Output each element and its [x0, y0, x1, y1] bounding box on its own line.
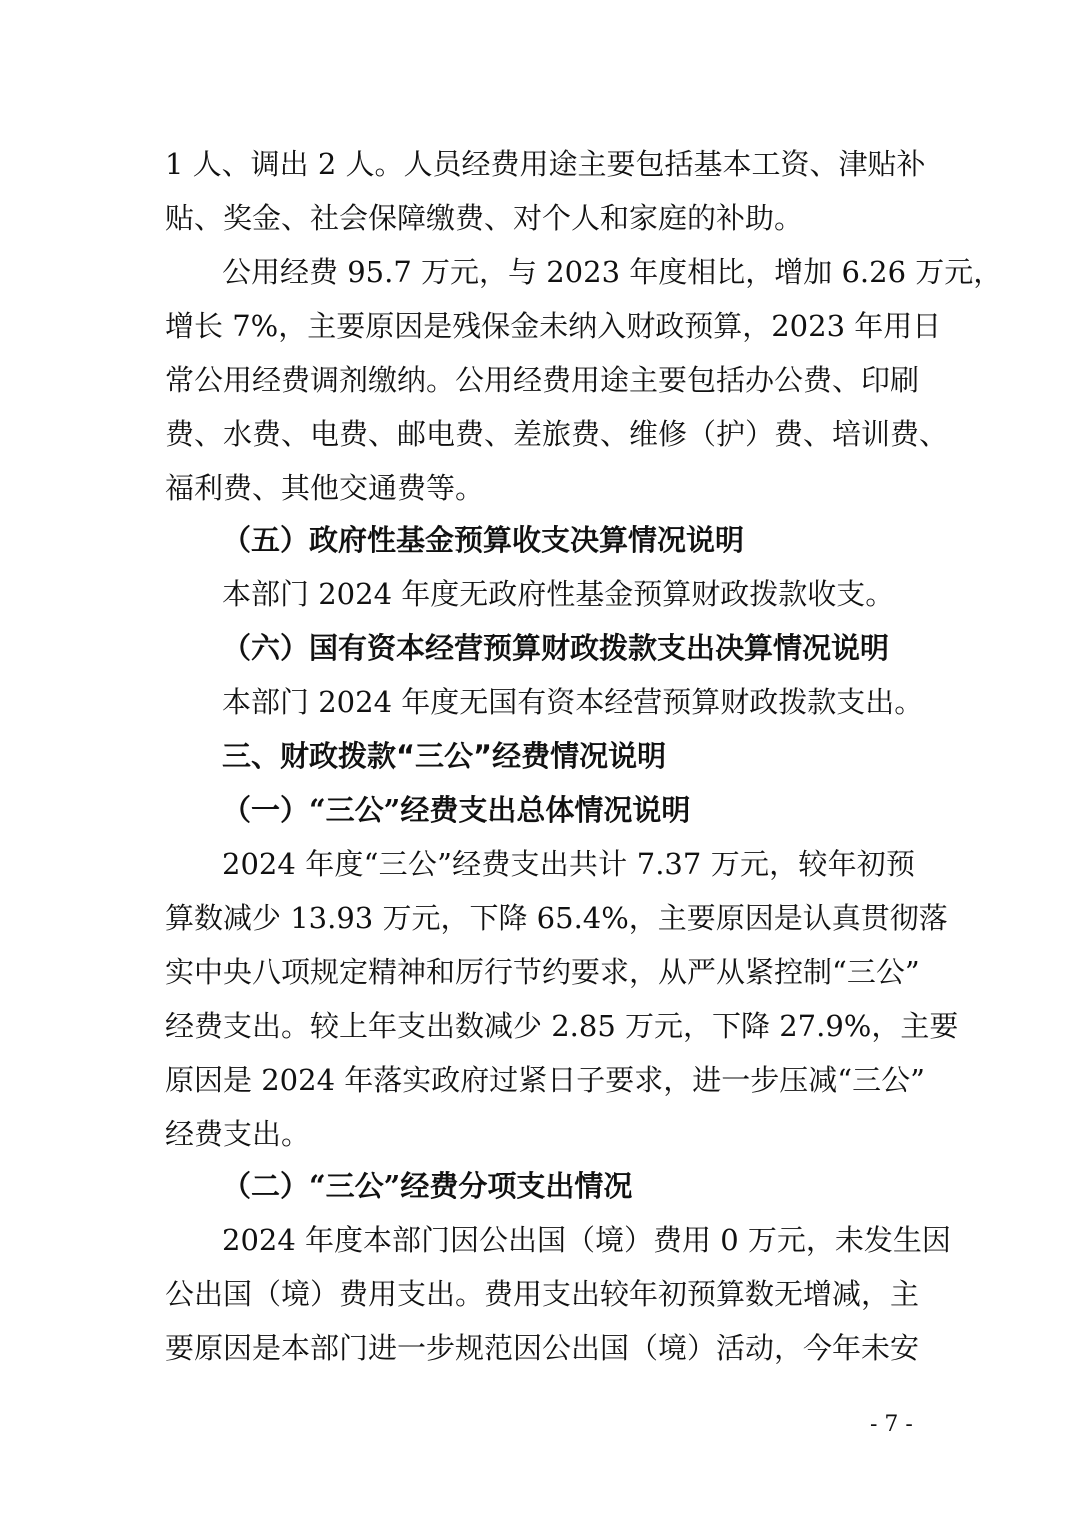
body-text-line: 本部门 2024 年度无政府性基金预算财政拨款收支。 — [222, 577, 895, 611]
chapter-heading-3: 三、财政拨款“三公”经费情况说明 — [222, 739, 667, 773]
section-heading-6: （六）国有资本经营预算财政拨款支出决算情况说明 — [222, 631, 890, 665]
body-text-line: 公出国（境）费用支出。费用支出较年初预算数无增减，主 — [165, 1277, 920, 1311]
body-text-line: 1 人、调出 2 人。人员经费用途主要包括基本工资、津贴补 — [165, 147, 926, 181]
subsection-heading-2: （二）“三公”经费分项支出情况 — [222, 1169, 633, 1203]
body-text-line: 要原因是本部门进一步规范因公出国（境）活动，今年未安 — [165, 1331, 920, 1365]
subsection-heading-1: （一）“三公”经费支出总体情况说明 — [222, 793, 691, 827]
page-number: - 7 - — [870, 1412, 913, 1437]
body-text-line: 2024 年度“三公”经费支出共计 7.37 万元，较年初预 — [222, 847, 915, 881]
body-text-line: 经费支出。较上年支出数减少 2.85 万元，下降 27.9%，主要 — [165, 1009, 959, 1043]
body-text-line: 福利费、其他交通费等。 — [165, 471, 485, 505]
body-text-line: 原因是 2024 年落实政府过紧日子要求，进一步压减“三公” — [165, 1063, 925, 1097]
body-text-line: 费、水费、电费、邮电费、差旅费、维修（护）费、培训费、 — [165, 417, 949, 451]
body-text-line: 贴、奖金、社会保障缴费、对个人和家庭的补助。 — [165, 201, 804, 235]
body-text-line: 经费支出。 — [165, 1117, 311, 1151]
body-text-line: 2024 年度本部门因公出国（境）费用 0 万元，未发生因 — [222, 1223, 951, 1257]
body-text-line: 实中央八项规定精神和厉行节约要求，从严从紧控制“三公” — [165, 955, 920, 989]
section-heading-5: （五）政府性基金预算收支决算情况说明 — [222, 523, 745, 557]
body-text-line: 公用经费 95.7 万元，与 2023 年度相比，增加 6.26 万元， — [222, 255, 1003, 289]
body-text-line: 本部门 2024 年度无国有资本经营预算财政拨款支出。 — [222, 685, 924, 719]
body-text-line: 增长 7%，主要原因是残保金未纳入财政预算，2023 年用日 — [165, 309, 942, 343]
body-text-line: 算数减少 13.93 万元，下降 65.4%，主要原因是认真贯彻落 — [165, 901, 948, 935]
body-text-line: 常公用经费调剂缴纳。公用经费用途主要包括办公费、印刷 — [165, 363, 920, 397]
